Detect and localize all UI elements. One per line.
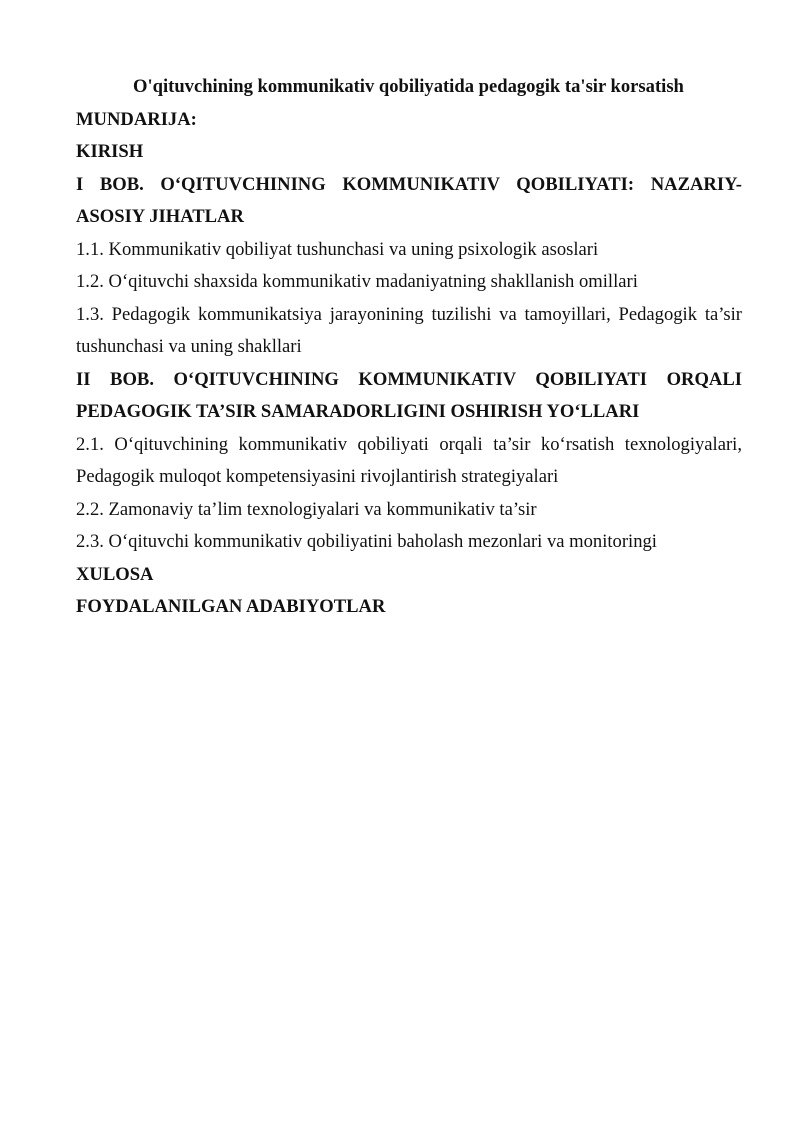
toc-chapter-2: [76, 364, 742, 429]
toc-references: FOYDALANILGAN ADABIYOTLAR: [76, 596, 386, 617]
toc-chapter-1-line-2: ASOSIY JIHATLAR: [76, 206, 244, 227]
document-title: O'qituvchining kommunikativ qobiliyatida pedagogik ta'sir korsatish: [133, 76, 684, 97]
contents-heading: MUNDARIJA:: [76, 108, 197, 130]
toc-section-1-2: 1.2. O‘qituvchi shaxsida kommunikativ madaniyatning shakllanish omillari: [76, 271, 638, 292]
toc-chapter-1-line-1: I BOB. O‘QITUVCHINING KOMMUNIKATIV QOBILIYATI: NAZARIY-: [76, 173, 742, 195]
toc-section-2-1: [76, 429, 742, 494]
toc-section-2-3: 2.3. O‘qituvchi kommunikativ qobiliyatini baholash mezonlari va monitoringi: [76, 531, 657, 552]
toc-chapter-1: [76, 169, 742, 234]
toc-chapter-2-line-2: PEDAGOGIK TA’SIR SAMARADORLIGINI OSHIRISH YO‘LLARI: [76, 401, 640, 422]
toc-section-1-3-line-1: 1.3. Pedagogik kommunikatsiya jarayonining tuzilishi va tamoyillari, Pedagogik ta’sir: [76, 303, 742, 325]
toc-section-2-1-line-2: Pedagogik muloqot kompetensiyasini rivojlantirish strategiyalari: [76, 466, 559, 487]
toc-section-1-1: 1.1. Kommunikativ qobiliyat tushunchasi va uning psixologik asoslari: [76, 238, 599, 260]
document-content: [76, 71, 742, 624]
toc-section-2-2: 2.2. Zamonaviy ta’lim texnologiyalari va kommunikativ ta’sir: [76, 498, 537, 520]
toc-chapter-2-line-1: II BOB. O‘QITUVCHINING KOMMUNIKATIV QOBILIYATI ORQALI: [76, 368, 742, 390]
toc-section-1-3: [76, 299, 742, 364]
toc-conclusion: XULOSA: [76, 563, 154, 585]
toc-section-2-1-line-1: 2.1. O‘qituvchining kommunikativ qobiliyati orqali ta’sir ko‘rsatish texnologiyalari,: [76, 433, 742, 455]
toc-intro: KIRISH: [76, 141, 144, 162]
toc-section-1-3-line-2: tushunchasi va uning shakllari: [76, 336, 302, 357]
